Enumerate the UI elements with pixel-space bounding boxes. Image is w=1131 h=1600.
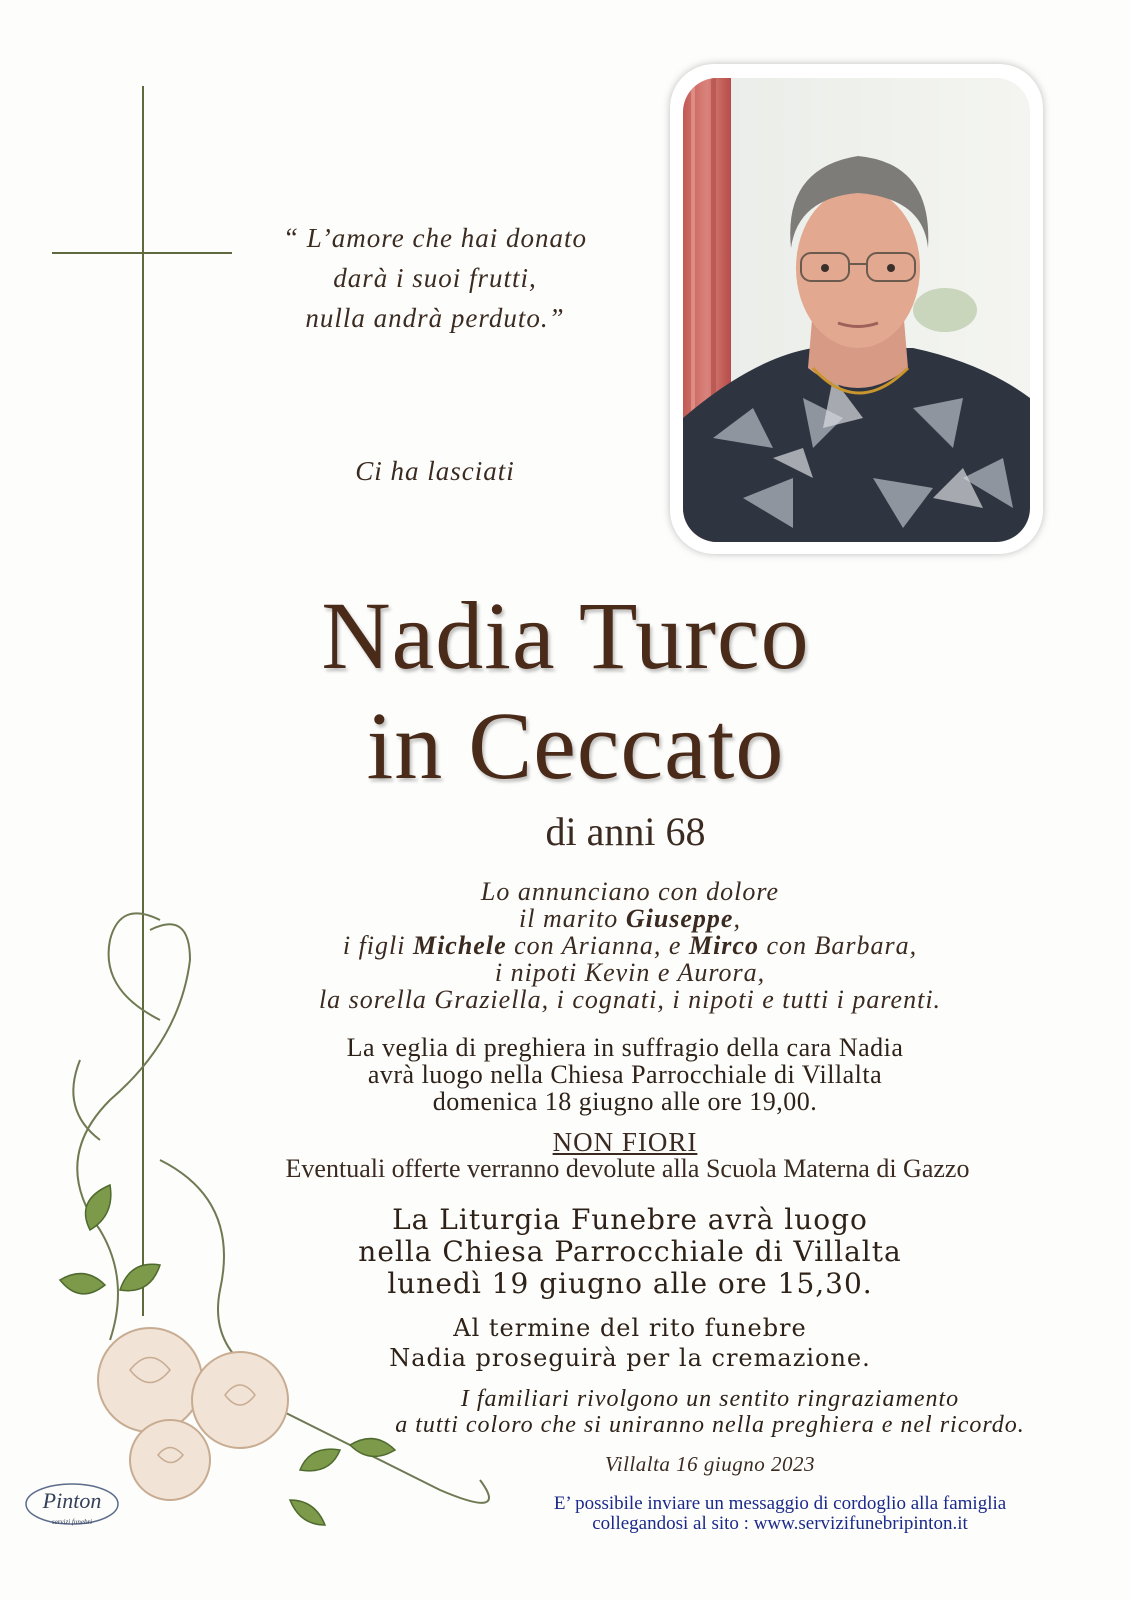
- liturgy-line: lunedì 19 giugno alle ore 15,30.: [387, 1267, 873, 1300]
- vigil-line: La veglia di preghiera in suffragio della cara Nadia: [346, 1033, 904, 1062]
- pinton-logo: [22, 1478, 122, 1534]
- footer-line: E’ possibile inviare un messaggio di cordoglio alla famiglia: [553, 1493, 1007, 1514]
- cremation-line: Nadia proseguirà per la cremazione.: [389, 1344, 871, 1372]
- thanks-line: I familiari rivolgono un sentito ringraziamento: [460, 1386, 960, 1412]
- family-text: ,: [733, 904, 741, 933]
- quote-line: nulla andrà perduto.”: [305, 303, 565, 333]
- family-member-name: Michele: [412, 931, 507, 960]
- family-text: il marito: [519, 904, 626, 933]
- place-date: Villalta 16 giugno 2023: [604, 1452, 816, 1476]
- family-line: Lo annunciano con dolore: [480, 877, 780, 906]
- donations-text: Eventuali offerte verranno devolute alla Scuola Materna di Gazzo: [285, 1154, 970, 1183]
- family-line: i nipoti Kevin e Aurora,: [494, 958, 766, 987]
- quote-line: “ L’amore che hai donato: [283, 223, 587, 253]
- intro-text: Ci ha lasciati: [355, 456, 515, 486]
- vigil-line: domenica 18 giugno alle ore 19,00.: [432, 1087, 818, 1116]
- family-text: con Arianna, e: [506, 931, 689, 960]
- logo-text: Pinton: [42, 1488, 102, 1513]
- memorial-quote: [250, 218, 620, 338]
- family-line: la sorella Graziella, i cognati, i nipoti e tutti i parenti.: [318, 985, 942, 1014]
- family-member-name: Mirco: [688, 931, 759, 960]
- liturgy-line: nella Chiesa Parrocchiale di Villalta: [358, 1235, 902, 1268]
- condolence-footer: [470, 1494, 1090, 1534]
- thanks-line: a tutti coloro che si uniranno nella preghiera e nel ricordo.: [395, 1412, 1025, 1438]
- footer-link[interactable]: collegandosi al sito : www.servizifunebripinton.it: [592, 1513, 968, 1534]
- deceased-age: di anni 68: [545, 809, 706, 854]
- cremation-line: Al termine del rito funebre: [453, 1314, 807, 1342]
- family-member-name: Giuseppe: [625, 904, 734, 933]
- family-text: i figli: [342, 931, 413, 960]
- family-text: con Barbara,: [758, 931, 918, 960]
- no-flowers-text: NON FIORI: [552, 1127, 698, 1157]
- deceased-name: Nadia Turco: [321, 582, 810, 689]
- rose-decoration: [40, 900, 510, 1540]
- deceased-married-name: in Ceccato: [366, 692, 785, 799]
- vigil-line: avrà luogo nella Chiesa Parrocchiale di Villalta: [367, 1060, 883, 1089]
- quote-line: darà i suoi frutti,: [333, 263, 537, 293]
- cross-horizontal-bar: [52, 252, 232, 254]
- liturgy-line: La Liturgia Funebre avrà luogo: [392, 1203, 868, 1236]
- logo-subtext: servizi funebri: [51, 1518, 93, 1526]
- portrait-photo: [683, 78, 1030, 542]
